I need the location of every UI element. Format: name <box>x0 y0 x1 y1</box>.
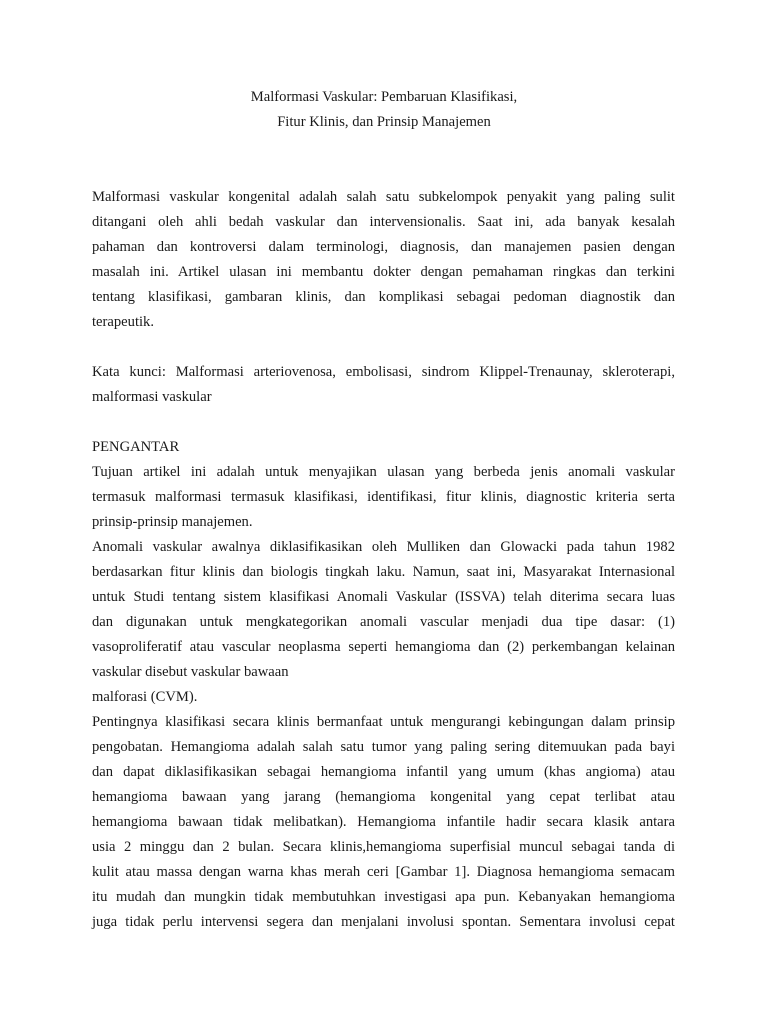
body-line: termasuk malformasi termasuk klasifikasi, identifikasi, fitur klinis, diagnostic kriteria serta <box>92 489 675 505</box>
body-line: Anomali vaskular awalnya diklasifikasikan oleh Mulliken dan Glowacki pada tahun 1982 <box>92 539 675 555</box>
body-line: untuk Studi tentang sistem klasifikasi Anomali Vaskular (ISSVA) telah diterima secara luas <box>92 589 675 605</box>
body-line: dan digunakan untuk mengkategorikan anomali vascular menjadi dua tipe dasar: (1) <box>92 614 675 630</box>
body-line: Tujuan artikel ini adalah untuk menyajikan ulasan yang berbeda jenis anomali vaskular <box>92 464 675 480</box>
body-line: itu mudah dan mungkin tidak membutuhkan investigasi apa pun. Kebanyakan hemangioma <box>92 889 675 905</box>
body-line: juga tidak perlu intervensi segera dan menjalani involusi spontan. Sementara involusi cepat <box>92 914 675 930</box>
abstract-line: tentang klasifikasi, gambaran klinis, dan komplikasi sebagai pedoman diagnostik dan <box>92 289 675 305</box>
body-line: kulit atau massa dengan warna khas merah ceri [Gambar 1]. Diagnosa hemangioma semacam <box>92 864 675 880</box>
body-line: usia 2 minggu dan 2 bulan. Secara klinis,hemangioma superfisial muncul sebagai tanda di <box>92 839 675 855</box>
body-line: hemangioma bawaan yang jarang (hemangioma kongenital yang cepat terlibat atau <box>92 789 675 805</box>
body-line: vaskular disebut vaskular bawaan <box>92 664 289 680</box>
abstract-line: Malformasi vaskular kongenital adalah salah satu subkelompok penyakit yang paling sulit <box>92 189 675 205</box>
body-line: Pentingnya klasifikasi secara klinis bermanfaat untuk mengurangi kebingungan dalam prinsip <box>92 714 675 730</box>
body-line: prinsip-prinsip manajemen. <box>92 514 253 530</box>
body-line: pengobatan. Hemangioma adalah salah satu tumor yang paling sering ditemuukan pada bayi <box>92 739 675 755</box>
abstract-line: masalah ini. Artikel ulasan ini membantu dokter dengan pemahaman ringkas dan terkini <box>92 264 675 280</box>
body-line: dan dapat diklasifikasikan sebagai hemangioma infantil yang umum (khas angioma) atau <box>92 764 675 780</box>
keywords-line: Kata kunci: Malformasi arteriovenosa, embolisasi, sindrom Klippel-Trenaunay, skleroterapi, <box>92 364 675 380</box>
body-line: berdasarkan fitur klinis dan biologis tingkah laku. Namun, saat ini, Masyarakat Internasional <box>92 564 675 580</box>
document-title-line-1: Malformasi Vaskular: Pembaruan Klasifikasi, <box>250 89 518 105</box>
abstract-line: pahaman dan kontroversi dalam terminologi, diagnosis, dan manajemen pasien dengan <box>92 239 675 255</box>
keywords-line: malformasi vaskular <box>92 389 212 405</box>
document-title-line-2: Fitur Klinis, dan Prinsip Manajemen <box>277 114 491 130</box>
abstract-line: terapeutik. <box>92 314 154 330</box>
body-line: malforasi (CVM). <box>92 689 198 705</box>
section-heading: PENGANTAR <box>92 439 180 455</box>
abstract-line: ditangani oleh ahli bedah vaskular dan intervensionalis. Saat ini, ada banyak kesalah <box>92 214 675 230</box>
body-line: hemangioma bawaan tidak melibatkan). Hemangioma infantile hadir secara klasik antara <box>92 814 675 830</box>
body-line: vasoproliferatif atau vascular neoplasma seperti hemangioma dan (2) perkembangan kelainan <box>92 639 675 655</box>
